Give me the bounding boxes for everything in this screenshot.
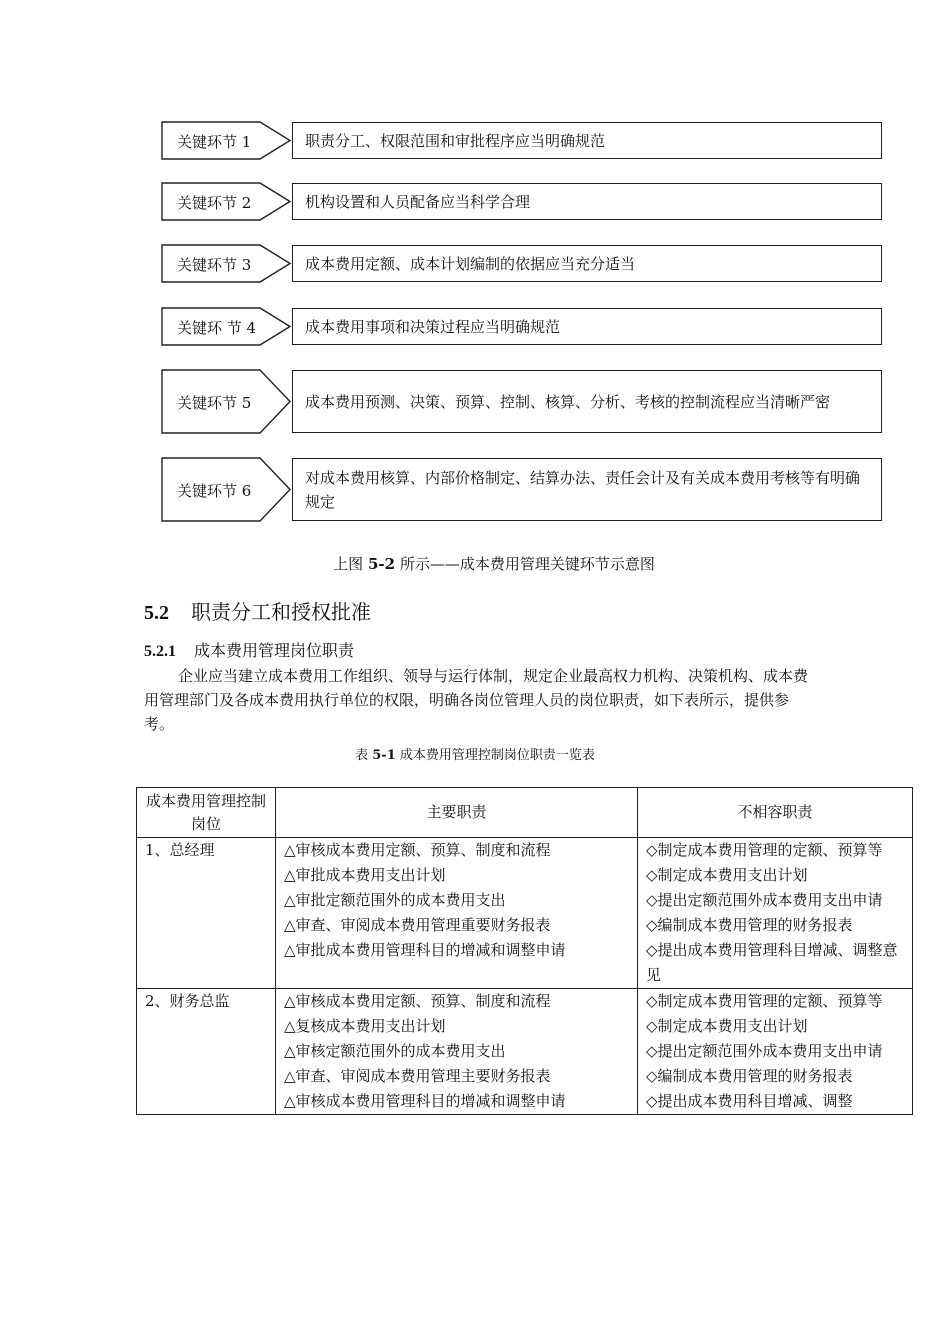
incompatible-duty-item: ◇提出成本费用管理科目增减、调整意见: [646, 941, 898, 984]
main-duty-item: △审查、审阅成本费用管理主要财务报表: [284, 1067, 551, 1085]
main-duty-item: △审核成本费用管理科目的增减和调整申请: [284, 1092, 566, 1110]
step-description: [292, 370, 882, 433]
main-duty-item: △审批成本费用管理科目的增减和调整申请: [284, 941, 566, 959]
main-duty-item: △审批成本费用支出计划: [284, 866, 446, 884]
step-text: 成本费用事项和决策过程应当明确规范: [305, 317, 561, 336]
incompatible-duty-item: ◇制定成本费用支出计划: [646, 1017, 808, 1035]
incompatible-duty-item: ◇编制成本费用管理的财务报表: [646, 916, 853, 934]
incompatible-duty-item: ◇制定成本费用管理的定额、预算等: [646, 841, 883, 859]
position-cell: [137, 838, 276, 989]
table-row: [137, 838, 913, 989]
header-main-duties: 主要职责: [276, 788, 638, 838]
step-description: [292, 245, 882, 282]
incompatible-duty-item: ◇制定成本费用管理的定额、预算等: [646, 992, 883, 1010]
main-duty-item: △审核成本费用定额、预算、制度和流程: [284, 841, 551, 859]
main-duty-item: △复核成本费用支出计划: [284, 1017, 446, 1035]
step-description: [292, 458, 882, 521]
step-text: 成本费用预测、决策、预算、控制、核算、分析、考核的控制流程应当清晰严密: [305, 392, 831, 411]
table-row: [137, 989, 913, 1115]
step-label: 关键环节 1: [177, 132, 252, 151]
section-heading: 5.2 职责分工和授权批准: [144, 600, 371, 624]
step-description: [292, 183, 882, 220]
step-label: 关键环节 6: [177, 481, 252, 500]
step-text: 成本费用定额、成本计划编制的依据应当充分适当: [305, 254, 636, 273]
main-duties-cell: [276, 989, 638, 1115]
incompatible-duty-item: ◇提出成本费用科目增减、调整: [646, 1092, 853, 1110]
main-duty-item: △审核定额范围外的成本费用支出: [284, 1042, 506, 1060]
body-paragraph: 企业应当建立成本费用工作组织、领导与运行体制，规定企业最高权力机构、决策机构、成本费用管理部门及各成本费用执行单位的权限，明确各岗位管理人员的岗位职责，如下表所示，提供参考。: [144, 667, 809, 733]
main-duties-cell: [276, 838, 638, 989]
table-header-row: [137, 788, 913, 838]
main-duty-item: △审核成本费用定额、预算、制度和流程: [284, 992, 551, 1010]
incompatible-duty-item: ◇编制成本费用管理的财务报表: [646, 1067, 853, 1085]
header-incompatible-duties: 不相容职责: [638, 788, 913, 838]
table-caption: 表 5-1 成本费用管理控制岗位职责一览表: [355, 748, 595, 763]
responsibility-table: [136, 787, 913, 1115]
header-position: 成本费用管理控制岗位: [137, 788, 276, 838]
step-label: 关键环节 3: [177, 255, 252, 274]
step-label: 关键环 节 4: [177, 318, 257, 337]
step-text: 机构设置和人员配备应当科学合理: [305, 192, 531, 211]
position-name: 1、总经理: [145, 841, 215, 859]
incompatible-duty-item: ◇提出定额范围外成本费用支出申请: [646, 1042, 883, 1060]
incompatible-duties-cell: [638, 838, 913, 989]
position-cell: [137, 989, 276, 1115]
figure-caption: 上图 5-2 所示——成本费用管理关键环节示意图: [333, 555, 655, 573]
step-label: 关键环节 2: [177, 193, 252, 212]
incompatible-duty-item: ◇提出定额范围外成本费用支出申请: [646, 891, 883, 909]
main-duty-item: △审查、审阅成本费用管理重要财务报表: [284, 916, 551, 934]
step-text: 对成本费用核算、内部价格制定、结算办法、责任会计及有关成本费用考核等有明确规定: [305, 468, 861, 511]
step-text: 职责分工、权限范围和审批程序应当明确规范: [305, 131, 606, 150]
position-name: 2、财务总监: [145, 992, 230, 1010]
step-description: [292, 122, 882, 159]
incompatible-duties-cell: [638, 989, 913, 1115]
step-label: 关键环节 5: [177, 393, 252, 412]
subsection-heading: 5.2.1 成本费用管理岗位职责: [144, 641, 355, 660]
incompatible-duty-item: ◇制定成本费用支出计划: [646, 866, 808, 884]
step-description: [292, 308, 882, 345]
main-duty-item: △审批定额范围外的成本费用支出: [284, 891, 506, 909]
